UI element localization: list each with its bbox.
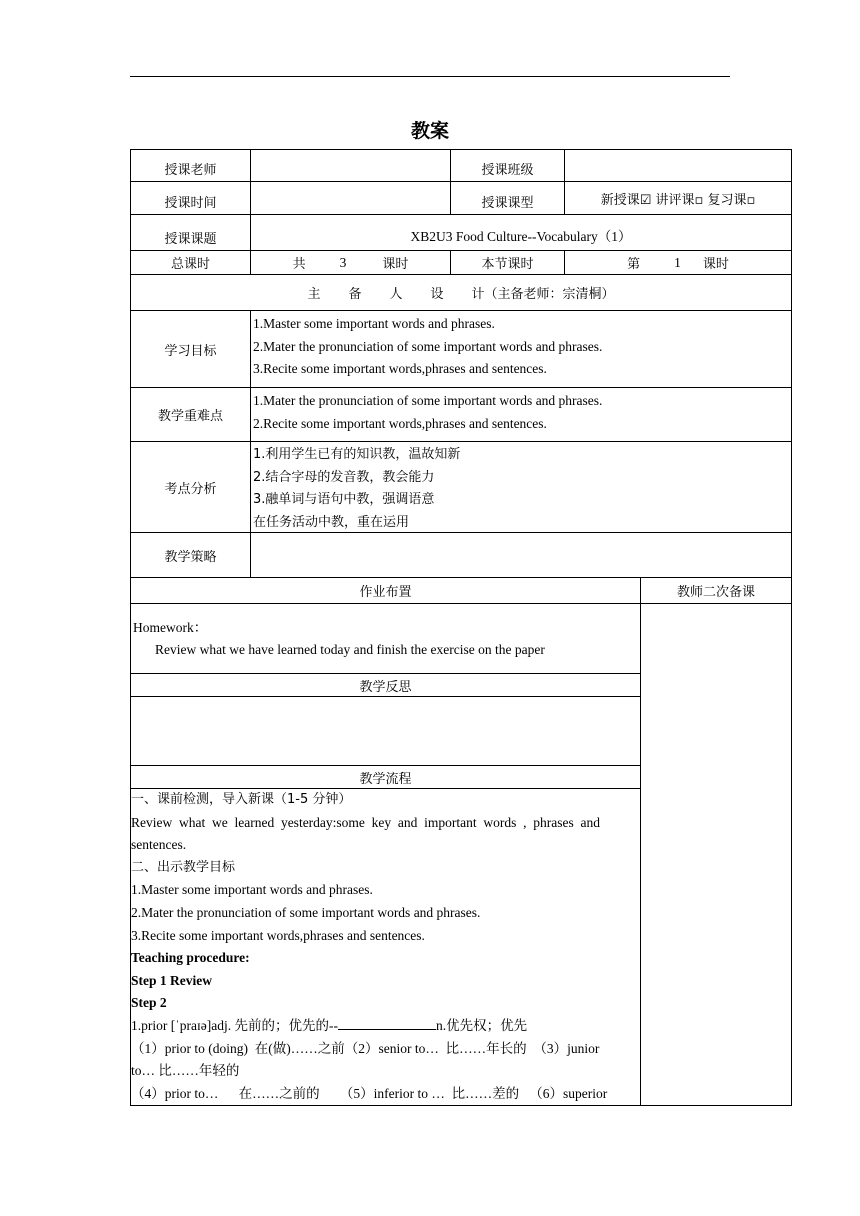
process-section-title: 二、出示教学目标	[131, 859, 236, 875]
class-label	[450, 149, 565, 182]
topic-label	[130, 214, 251, 251]
second-prep-header	[640, 577, 792, 604]
total-value	[250, 250, 451, 275]
topic-label-text: 授课课题	[164, 232, 217, 247]
reflection-header	[130, 673, 641, 697]
homework-header-text: 作业布置	[359, 585, 412, 600]
homework-label: Homework：	[133, 620, 208, 635]
time-value	[250, 181, 451, 215]
total-gong: 共	[292, 257, 306, 272]
exam-analysis-label-text: 考点分析	[164, 481, 217, 497]
homework-text: Review what we have learned today and finish the exercise on the paper	[155, 642, 545, 657]
exam-analysis-content	[250, 441, 792, 533]
header-rule	[130, 76, 730, 77]
objectives-content	[250, 310, 792, 388]
this-value	[564, 250, 792, 275]
page-title: 教案	[410, 120, 449, 142]
fill-blank	[338, 1016, 436, 1030]
strategy-value	[250, 532, 792, 578]
second-prep-header-text: 教师二次备课	[676, 585, 755, 600]
this-label-text: 本节课时	[481, 257, 534, 272]
step-heading: Step 2	[131, 995, 167, 1011]
process-header-text: 教学流程	[359, 771, 412, 787]
designer-row	[130, 274, 792, 311]
prior-line	[131, 1015, 640, 1038]
process-content	[130, 788, 641, 1106]
process-goal: 1.Master some important words and phrases.	[131, 882, 373, 898]
reflection-content	[130, 696, 641, 766]
total-unit: 课时	[382, 257, 409, 272]
exam-line: 3.融单词与语句中教，强调语意	[253, 492, 435, 507]
designer-char: 设	[430, 287, 444, 302]
exam-analysis-label	[130, 441, 251, 533]
strategy-label-text: 教学策略	[164, 549, 217, 565]
time-label-text: 授课时间	[164, 196, 217, 211]
step-heading: Step 1 Review	[131, 972, 212, 988]
process-header	[130, 765, 641, 789]
this-unit: 课时	[702, 257, 729, 272]
process-text: to… 比……年轻的	[131, 1063, 240, 1079]
time-label	[130, 181, 251, 215]
objective-line: 2.Mater the pronunciation of some important words and phrases.	[253, 338, 603, 354]
designer-char: 计（主备老师：宗清桐）	[471, 287, 615, 302]
homework-content	[130, 603, 641, 674]
homework-header	[130, 577, 641, 604]
topic-value	[250, 214, 792, 251]
key-points-content	[250, 387, 792, 442]
key-point-line: 1.Mater the pronunciation of some important words and phrases.	[253, 393, 603, 408]
teaching-procedure-heading: Teaching procedure:	[131, 950, 250, 966]
second-prep-area	[640, 603, 792, 1106]
exam-line: 2.结合字母的发音教，教会能力	[253, 469, 435, 485]
designer-char: 人	[389, 287, 403, 302]
process-goal: 3.Recite some important words,phrases and sentences.	[131, 927, 425, 943]
key-points-label-text: 教学重难点	[157, 409, 223, 424]
prior-text: 1.prior [ˈpraɪə]adj. 先前的；优先的--	[131, 1017, 338, 1033]
objective-line: 1.Master some important words and phrases.	[253, 316, 495, 331]
objective-line: 3.Recite some important words,phrases and sentences.	[253, 361, 547, 376]
total-num: 3	[339, 254, 347, 270]
teacher-label	[130, 149, 251, 182]
process-text: （1）prior to (doing) 在(做)……之前（2）senior to… 比……年长的 （3）junior	[131, 1040, 600, 1056]
process-text: sentences.	[131, 837, 187, 853]
key-points-label	[130, 387, 251, 442]
type-label	[450, 181, 565, 215]
class-label-text: 授课班级	[481, 163, 534, 178]
this-di: 第	[627, 257, 641, 272]
reflection-header-text: 教学反思	[359, 679, 412, 695]
total-label-text: 总课时	[170, 257, 210, 272]
objectives-label-text: 学习目标	[164, 343, 217, 359]
teacher-value	[250, 149, 451, 182]
this-num: 1	[674, 254, 681, 270]
prior-text: n.优先权；优先	[435, 1017, 528, 1033]
designer-char: 备	[348, 287, 362, 302]
type-label-text: 授课课型	[481, 196, 534, 211]
designer-char: 主	[307, 287, 321, 302]
process-goal: 2.Mater the pronunciation of some important words and phrases.	[131, 904, 481, 920]
exam-line: 在任务活动中教，重在运用	[253, 514, 410, 530]
total-label	[130, 250, 251, 275]
process-section-title: 一、课前检测，导入新课（1-5 分钟）	[131, 792, 352, 807]
type-options	[564, 181, 792, 215]
process-text: （4）prior to… 在……之前的 （5）inferior to … 比……差的 （6）superior	[131, 1085, 608, 1101]
type-options-text: 新授课☑ 讲评课▫ 复习课▫	[600, 192, 756, 208]
topic-value-text: XB2U3 Food Culture--Vocabulary（1）	[410, 229, 632, 244]
process-text: Review what we learned yesterday:some key and important words , phrases and	[131, 814, 600, 830]
strategy-label	[130, 532, 251, 578]
class-value	[564, 149, 792, 182]
exam-line: 1.利用学生已有的知识教，温故知新	[253, 447, 461, 462]
this-label	[450, 250, 565, 275]
objectives-label	[130, 310, 251, 388]
teacher-label-text: 授课老师	[164, 163, 217, 178]
key-point-line: 2.Recite some important words,phrases and sentences.	[253, 415, 547, 431]
